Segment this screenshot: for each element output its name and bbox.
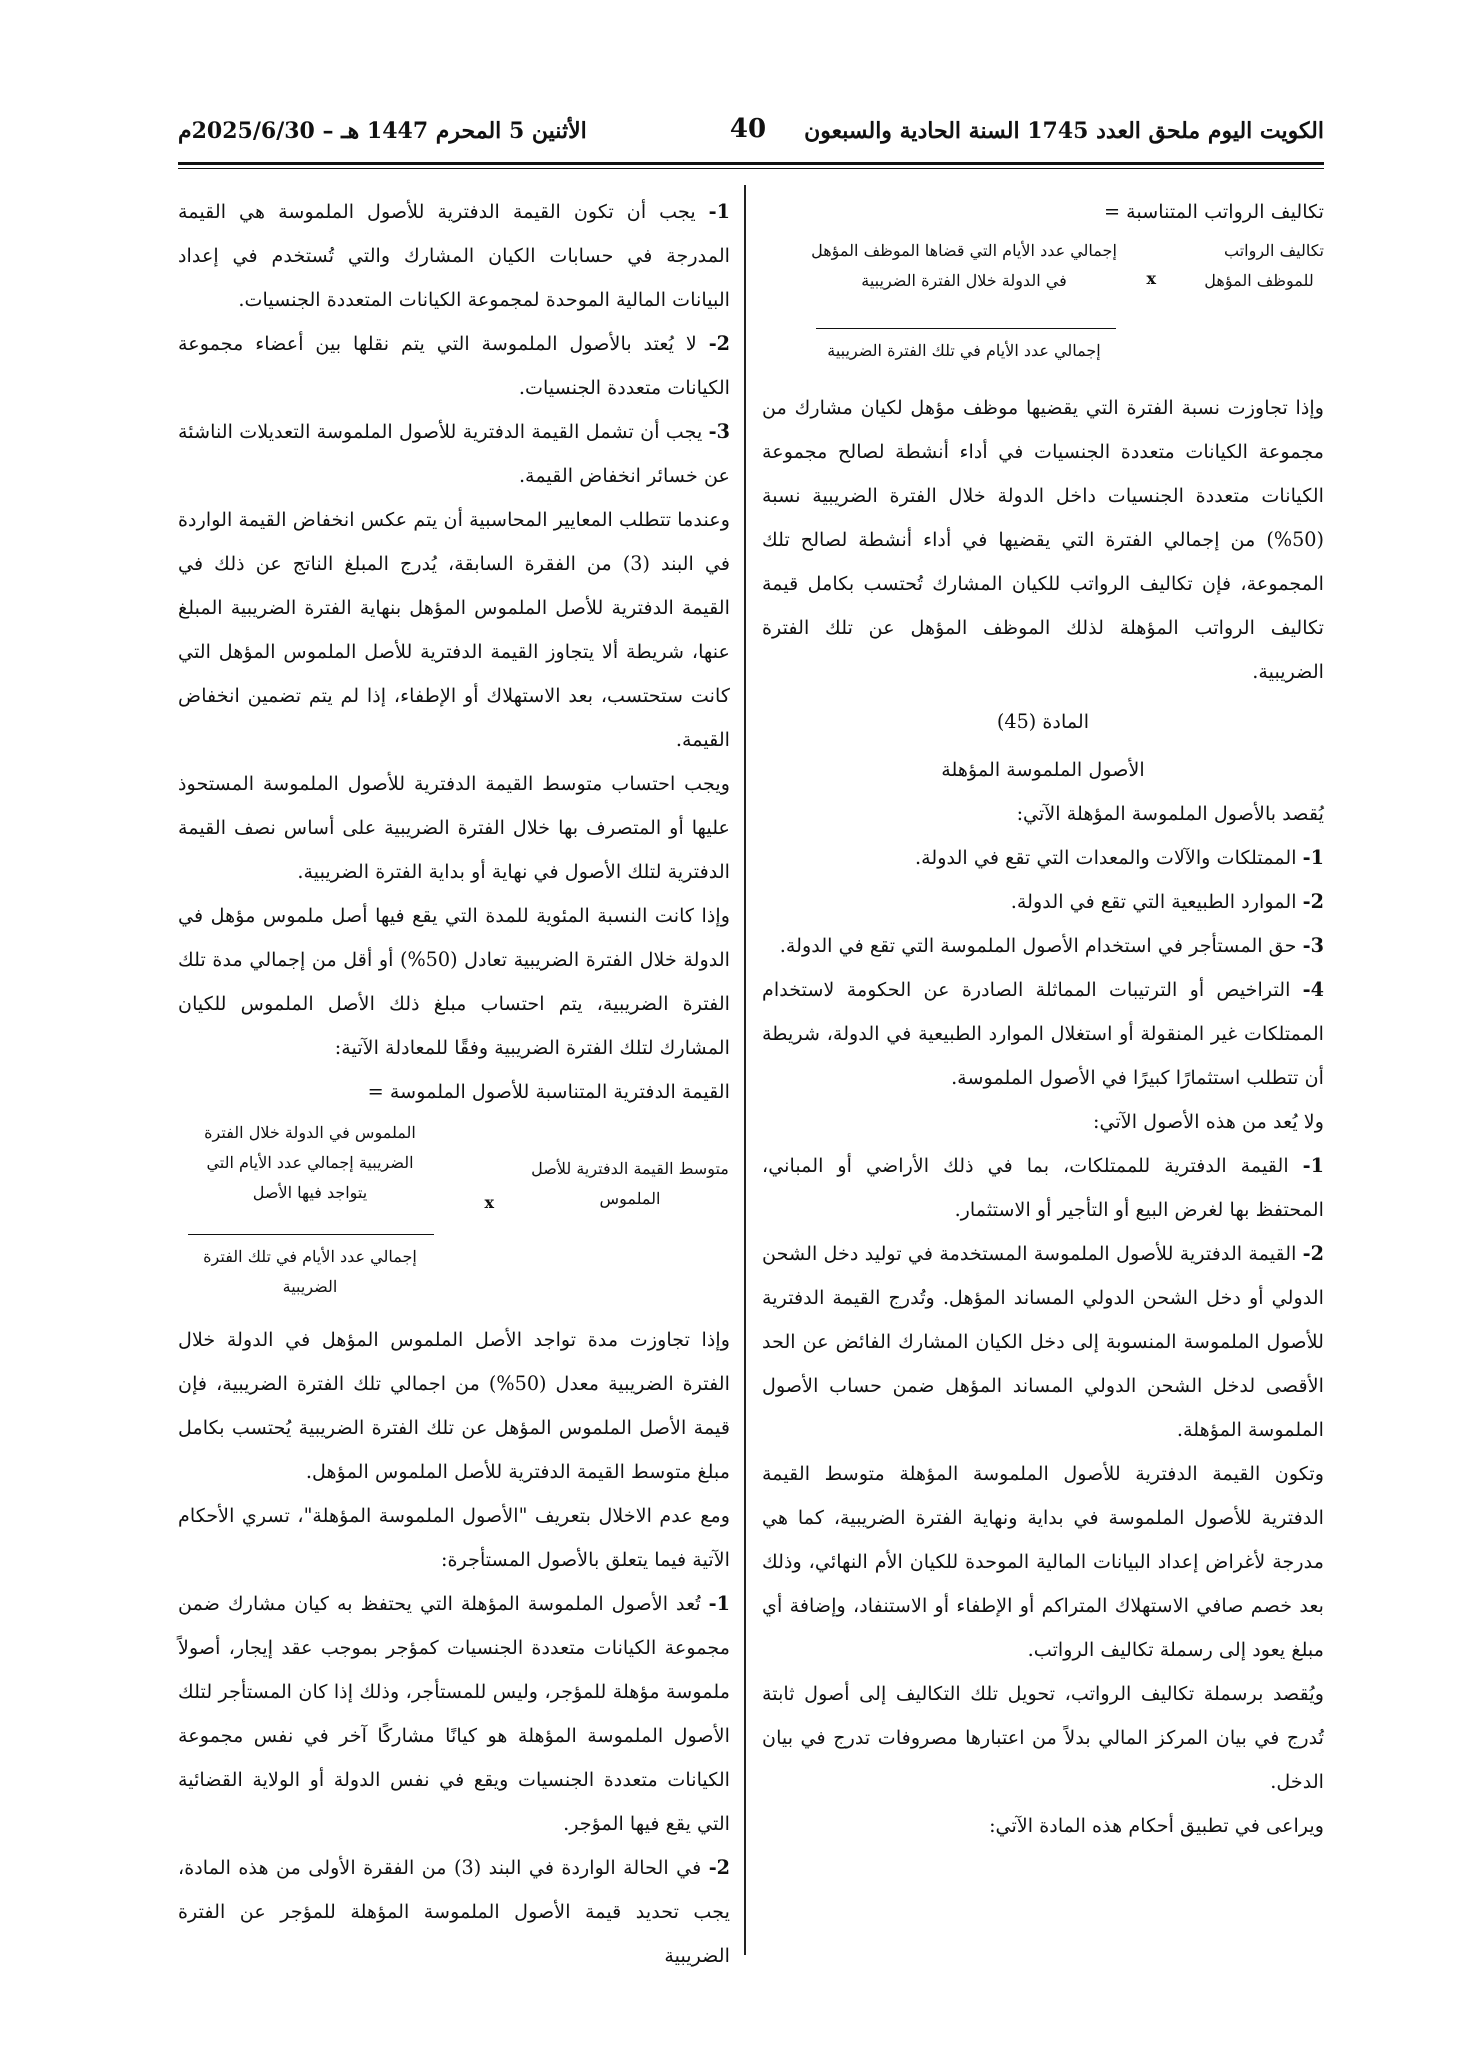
list-item (178, 1846, 730, 1978)
formula-title: تكاليف الرواتب المتناسبة = (1103, 200, 1324, 223)
item-text: يجب أن تكون القيمة الدفترية للأصول الملموسة هي القيمة المدرجة في حسابات الكيان المشارك والتي تُستخدم في إعداد البيانات المالية الموحدة لمجموعة الكيانات المتعددة الجنسيات. (178, 200, 730, 311)
item-number: 4- (1302, 978, 1324, 1001)
paragraph: ومع عدم الاخلال بتعريف "الأصول الملموسة المؤهلة"، تسري الأحكام الآتية فيما يتعلق بالأصول المستأجرة: (178, 1504, 730, 1571)
item-text: الممتلكات والآلات والمعدات التي تقع في الدولة. (915, 846, 1297, 869)
item-number: 1- (1302, 846, 1324, 869)
item-number: 3- (1302, 934, 1324, 957)
header-publication: الكويت اليوم ملحق العدد 1745 السنة الحادية والسبعون (804, 118, 1324, 144)
item-number: 2- (1302, 1242, 1324, 1265)
item-text: الموارد الطبيعية التي تقع في الدولة. (1010, 890, 1297, 913)
list-item (762, 1144, 1324, 1232)
header-date: الأثنين 5 المحرم 1447 هـ – 2025/6/30م (178, 118, 587, 144)
paragraph: ويجب احتساب متوسط القيمة الدفترية للأصول الملموسة المستحوذ عليها أو المتصرف بها خلال الفترة الضريبية على أساس نصف القيمة الدفترية لتلك الأصول في نهاية أو بداية الفترة الضريبية. (178, 772, 730, 883)
item-text: التراخيص أو الترتيبات المماثلة الصادرة عن الحكومة لاستخدام الممتلكات غير المنقولة أو استغلال الموارد الطبيعية في الدولة، شريطة أن تتطلب استثمارًا كبيرًا في الأصول الملموسة. (762, 978, 1324, 1089)
list-item (762, 880, 1324, 924)
paragraph: وإذا كانت النسبة المئوية للمدة التي يقع فيها أصل ملموس مؤهل في الدولة خلال الفترة الضريبية تعادل (50%) أو أقل من إجمالي مدة تلك الفترة الضريبية، يتم احتساب مبلغ ذلك الأصل الملموس للكيان المشارك لتلك الفترة الضريبية وفقًا للمعادلة الآتية: (178, 904, 730, 1059)
list-item (178, 410, 730, 498)
formula-title: القيمة الدفترية المتناسبة للأصول الملموسة = (367, 1080, 730, 1103)
formula-denominator: إجمالي عدد الأيام في تلك الفترة الضريبية (827, 341, 1101, 360)
item-number: 2- (708, 332, 731, 355)
right-column (762, 190, 1324, 1848)
header-rule (178, 162, 1324, 165)
salary-formula (762, 236, 1324, 386)
fraction-bar (816, 328, 1116, 329)
paragraph: ويُقصد برسملة تكاليف الرواتب، تحويل تلك التكاليف إلى أصول ثابتة تُدرج في بيان المركز المالي بدلاً من اعتبارها مصروفات تدرج في بيان الدخل. (762, 1682, 1324, 1793)
item-number: 2- (1302, 890, 1324, 913)
item-number: 1- (708, 1592, 730, 1615)
item-text: يجب أن تشمل القيمة الدفترية للأصول الملموسة التعديلات الناشئة عن خسائر انخفاض القيمة. (178, 420, 730, 487)
list-item (762, 836, 1324, 880)
multiply-sign: x (484, 1193, 494, 1212)
article-subtitle: الأصول الملموسة المؤهلة (941, 758, 1145, 781)
article-title: المادة (45) (996, 710, 1090, 733)
item-text: في الحالة الواردة في البند (3) من الفقرة الأولى من هذه المادة، يجب تحديد قيمة الأصول الملموسة المؤهلة للمؤجر عن الفترة الضريبية (178, 1856, 730, 1967)
item-text: القيمة الدفترية للممتلكات، بما في ذلك الأراضي أو المباني، المحتفظ بها لغرض البيع أو التأجير أو الاستثمار. (762, 1154, 1324, 1221)
formula-denominator: إجمالي عدد الأيام في تلك الفترة الضريبية (203, 1247, 417, 1296)
header-rule-thin (178, 168, 1324, 169)
asset-formula (178, 1118, 730, 1318)
paragraph: يُقصد بالأصول الملموسة المؤهلة الآتي: (1016, 802, 1324, 825)
item-text: حق المستأجر في استخدام الأصول الملموسة التي تقع في الدولة. (779, 934, 1297, 957)
fraction-bar (188, 1234, 434, 1235)
paragraph: ولا يُعد من هذه الأصول الآتي: (1093, 1110, 1324, 1133)
paragraph: وإذا تجاوزت نسبة الفترة التي يقضيها موظف مؤهل لكيان مشارك من مجموعة الكيانات متعددة الجنسيات في أداء أنشطة لصالح مجموعة الكيانات متعددة الجنسيات داخل الدولة خلال الفترة الضريبية نسبة (50%) من إجمالي الفترة التي يقضيها في أداء أنشطة لصالح تلك المجموعة، فإن تكاليف الرواتب للكيان المشارك تُحتسب بكامل قيمة تكاليف الرواتب المؤهلة لذلك الموظف المؤهل عن تلك الفترة الضريبية. (762, 396, 1324, 683)
list-item (178, 322, 730, 410)
paragraph: وعندما تتطلب المعايير المحاسبية أن يتم عكس انخفاض القيمة الواردة في البند (3) من الفقرة السابقة، يُدرج المبلغ الناتج عن ذلك في القيمة الدفترية للأصل الملموس المؤهل بنهاية الفترة الضريبية المبلغ عنها، شريطة ألا يتجاوز القيمة الدفترية للأصل الملموس المؤهل التي كانت ستحتسب، بعد الاستهلاك أو الإطفاء، إذا لم يتم تضمين انخفاض القيمة. (178, 508, 730, 751)
item-number: 3- (708, 420, 730, 443)
item-text: تُعد الأصول الملموسة المؤهلة التي يحتفظ به كيان مشارك ضمن مجموعة الكيانات متعددة الجنسيات كمؤجر بموجب عقد إيجار، أصولاً ملموسة مؤهلة للمؤجر، وليس للمستأجر، وذلك إذا كان المستأجر لتلك الأصول الملموسة المؤهلة هو كيانًا مشاركًا آخر في نفس مجموعة الكيانات متعددة الجنسيات ويقع في نفس الدولة أو الولاية القضائية التي يقع فيها المؤجر. (178, 1592, 730, 1835)
list-item (178, 190, 730, 322)
list-item (762, 968, 1324, 1100)
formula-numerator: إجمالي عدد الأيام التي قضاها الموظف المؤهل في الدولة خلال الفترة الضريبية (811, 241, 1117, 290)
paragraph: ويراعى في تطبيق أحكام هذه المادة الآتي: (989, 1814, 1324, 1837)
page-number: 40 (729, 114, 767, 144)
item-text: القيمة الدفترية للأصول الملموسة المستخدمة في توليد دخل الشحن الدولي أو دخل الشحن الدولي المساند المؤهل. وتُدرج القيمة الدفترية للأصول الملموسة المنسوبة إلى دخل الكيان المشارك الفائض عن الحد الأقصى لدخل الشحن الدولي المساند المؤهل ضمن حساب الأصول الملموسة المؤهلة. (762, 1242, 1324, 1441)
formula-label: متوسط القيمة الدفترية للأصل الملموس (531, 1159, 729, 1208)
formula-numerator: الملموس في الدولة خلال الفترة الضريبية إجمالي عدد الأيام التي يتواجد فيها الأصل (204, 1123, 416, 1202)
item-text: لا يُعتد بالأصول الملموسة التي يتم نقلها بين أعضاء مجموعة الكيانات متعددة الجنسيات. (178, 332, 730, 399)
page-header (178, 114, 1324, 158)
list-item (762, 924, 1324, 968)
list-item (762, 1232, 1324, 1452)
item-number: 1- (1302, 1154, 1324, 1177)
formula-label: تكاليف الرواتب للموظف المؤهل (1204, 241, 1324, 290)
item-number: 2- (708, 1856, 731, 1879)
left-column (178, 190, 730, 1978)
list-item (178, 1582, 730, 1846)
item-number: 1- (708, 200, 730, 223)
column-divider (744, 185, 746, 1955)
paragraph: وإذا تجاوزت مدة تواجد الأصل الملموس المؤهل في الدولة خلال الفترة الضريبية معدل (50%) من اجمالي تلك الفترة الضريبية، فإن قيمة الأصل الملموس المؤهل عن تلك الفترة الضريبية يُحتسب بكامل مبلغ متوسط القيمة الدفترية للأصل الملموس المؤهل. (178, 1328, 730, 1483)
paragraph: وتكون القيمة الدفترية للأصول الملموسة المؤهلة متوسط القيمة الدفترية للأصول الملموسة في بداية ونهاية الفترة الضريبية، كما هي مدرجة لأغراض إعداد البيانات المالية الموحدة للكيان الأم النهائي، وذلك بعد خصم صافي الاستهلاك المتراكم أو الإطفاء أو الاستنفاد، وإضافة أي مبلغ يعود إلى رسملة تكاليف الرواتب. (762, 1462, 1324, 1661)
multiply-sign: x (1146, 269, 1156, 288)
